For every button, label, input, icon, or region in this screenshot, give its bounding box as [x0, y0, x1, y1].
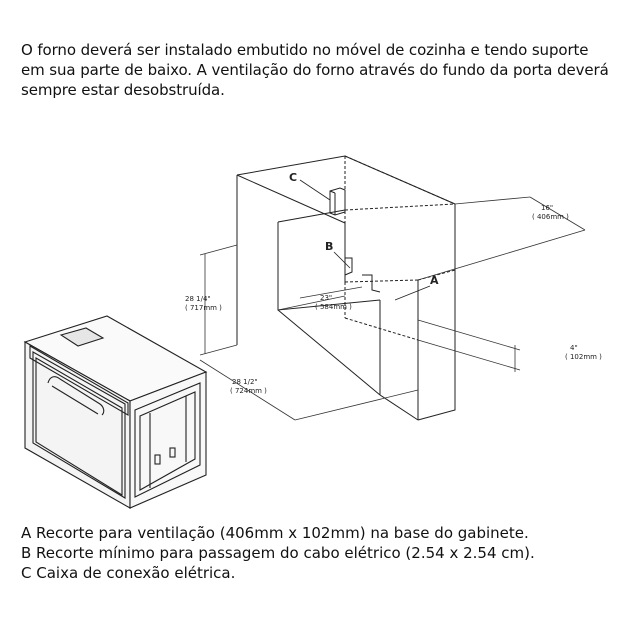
- cabinet-hidden-edges: [345, 156, 455, 340]
- dim-height-in: 28 1/4": [185, 295, 211, 303]
- installation-diagram: [0, 140, 640, 520]
- dim-depth-in: 16": [541, 204, 554, 212]
- legend-item-b: B Recorte mínimo para passagem do cabo elétrico (2.54 x 2.54 cm).: [21, 544, 535, 562]
- dim-overall-mm: ( 724mm ): [230, 387, 267, 395]
- dim-overall-in: 28 1/2": [232, 378, 258, 386]
- dim-width-mm: ( 584mm ): [315, 303, 352, 311]
- callout-b: B: [325, 240, 334, 253]
- callout-c: C: [289, 171, 298, 184]
- intro-line-1: O forno deverá ser instalado embutido no móvel de cozinha e tendo suporte: [21, 41, 589, 59]
- callout-leaders: [300, 180, 430, 300]
- intro-text: [21, 40, 621, 100]
- legend-item-c: C Caixa de conexão elétrica.: [21, 564, 236, 582]
- dim-vent-in: 4": [570, 344, 578, 352]
- legend: [21, 523, 621, 583]
- dim-vent-mm: ( 102mm ): [565, 353, 602, 361]
- callout-a: A: [430, 274, 439, 287]
- intro-line-3: sempre estar desobstruída.: [21, 81, 225, 99]
- cabinet-outline: [237, 156, 455, 420]
- intro-line-2: em sua parte de baixo. A ventilação do forno através do fundo da porta deverá: [21, 61, 609, 79]
- dim-depth-mm: ( 406mm ): [532, 213, 569, 221]
- oven: [25, 316, 206, 508]
- dim-height-mm: ( 717mm ): [185, 304, 222, 312]
- cabinet-cutouts: [345, 258, 380, 292]
- legend-item-a: A Recorte para ventilação (406mm x 102mm) na base do gabinete.: [21, 524, 529, 542]
- dim-width-in: 23": [320, 294, 333, 302]
